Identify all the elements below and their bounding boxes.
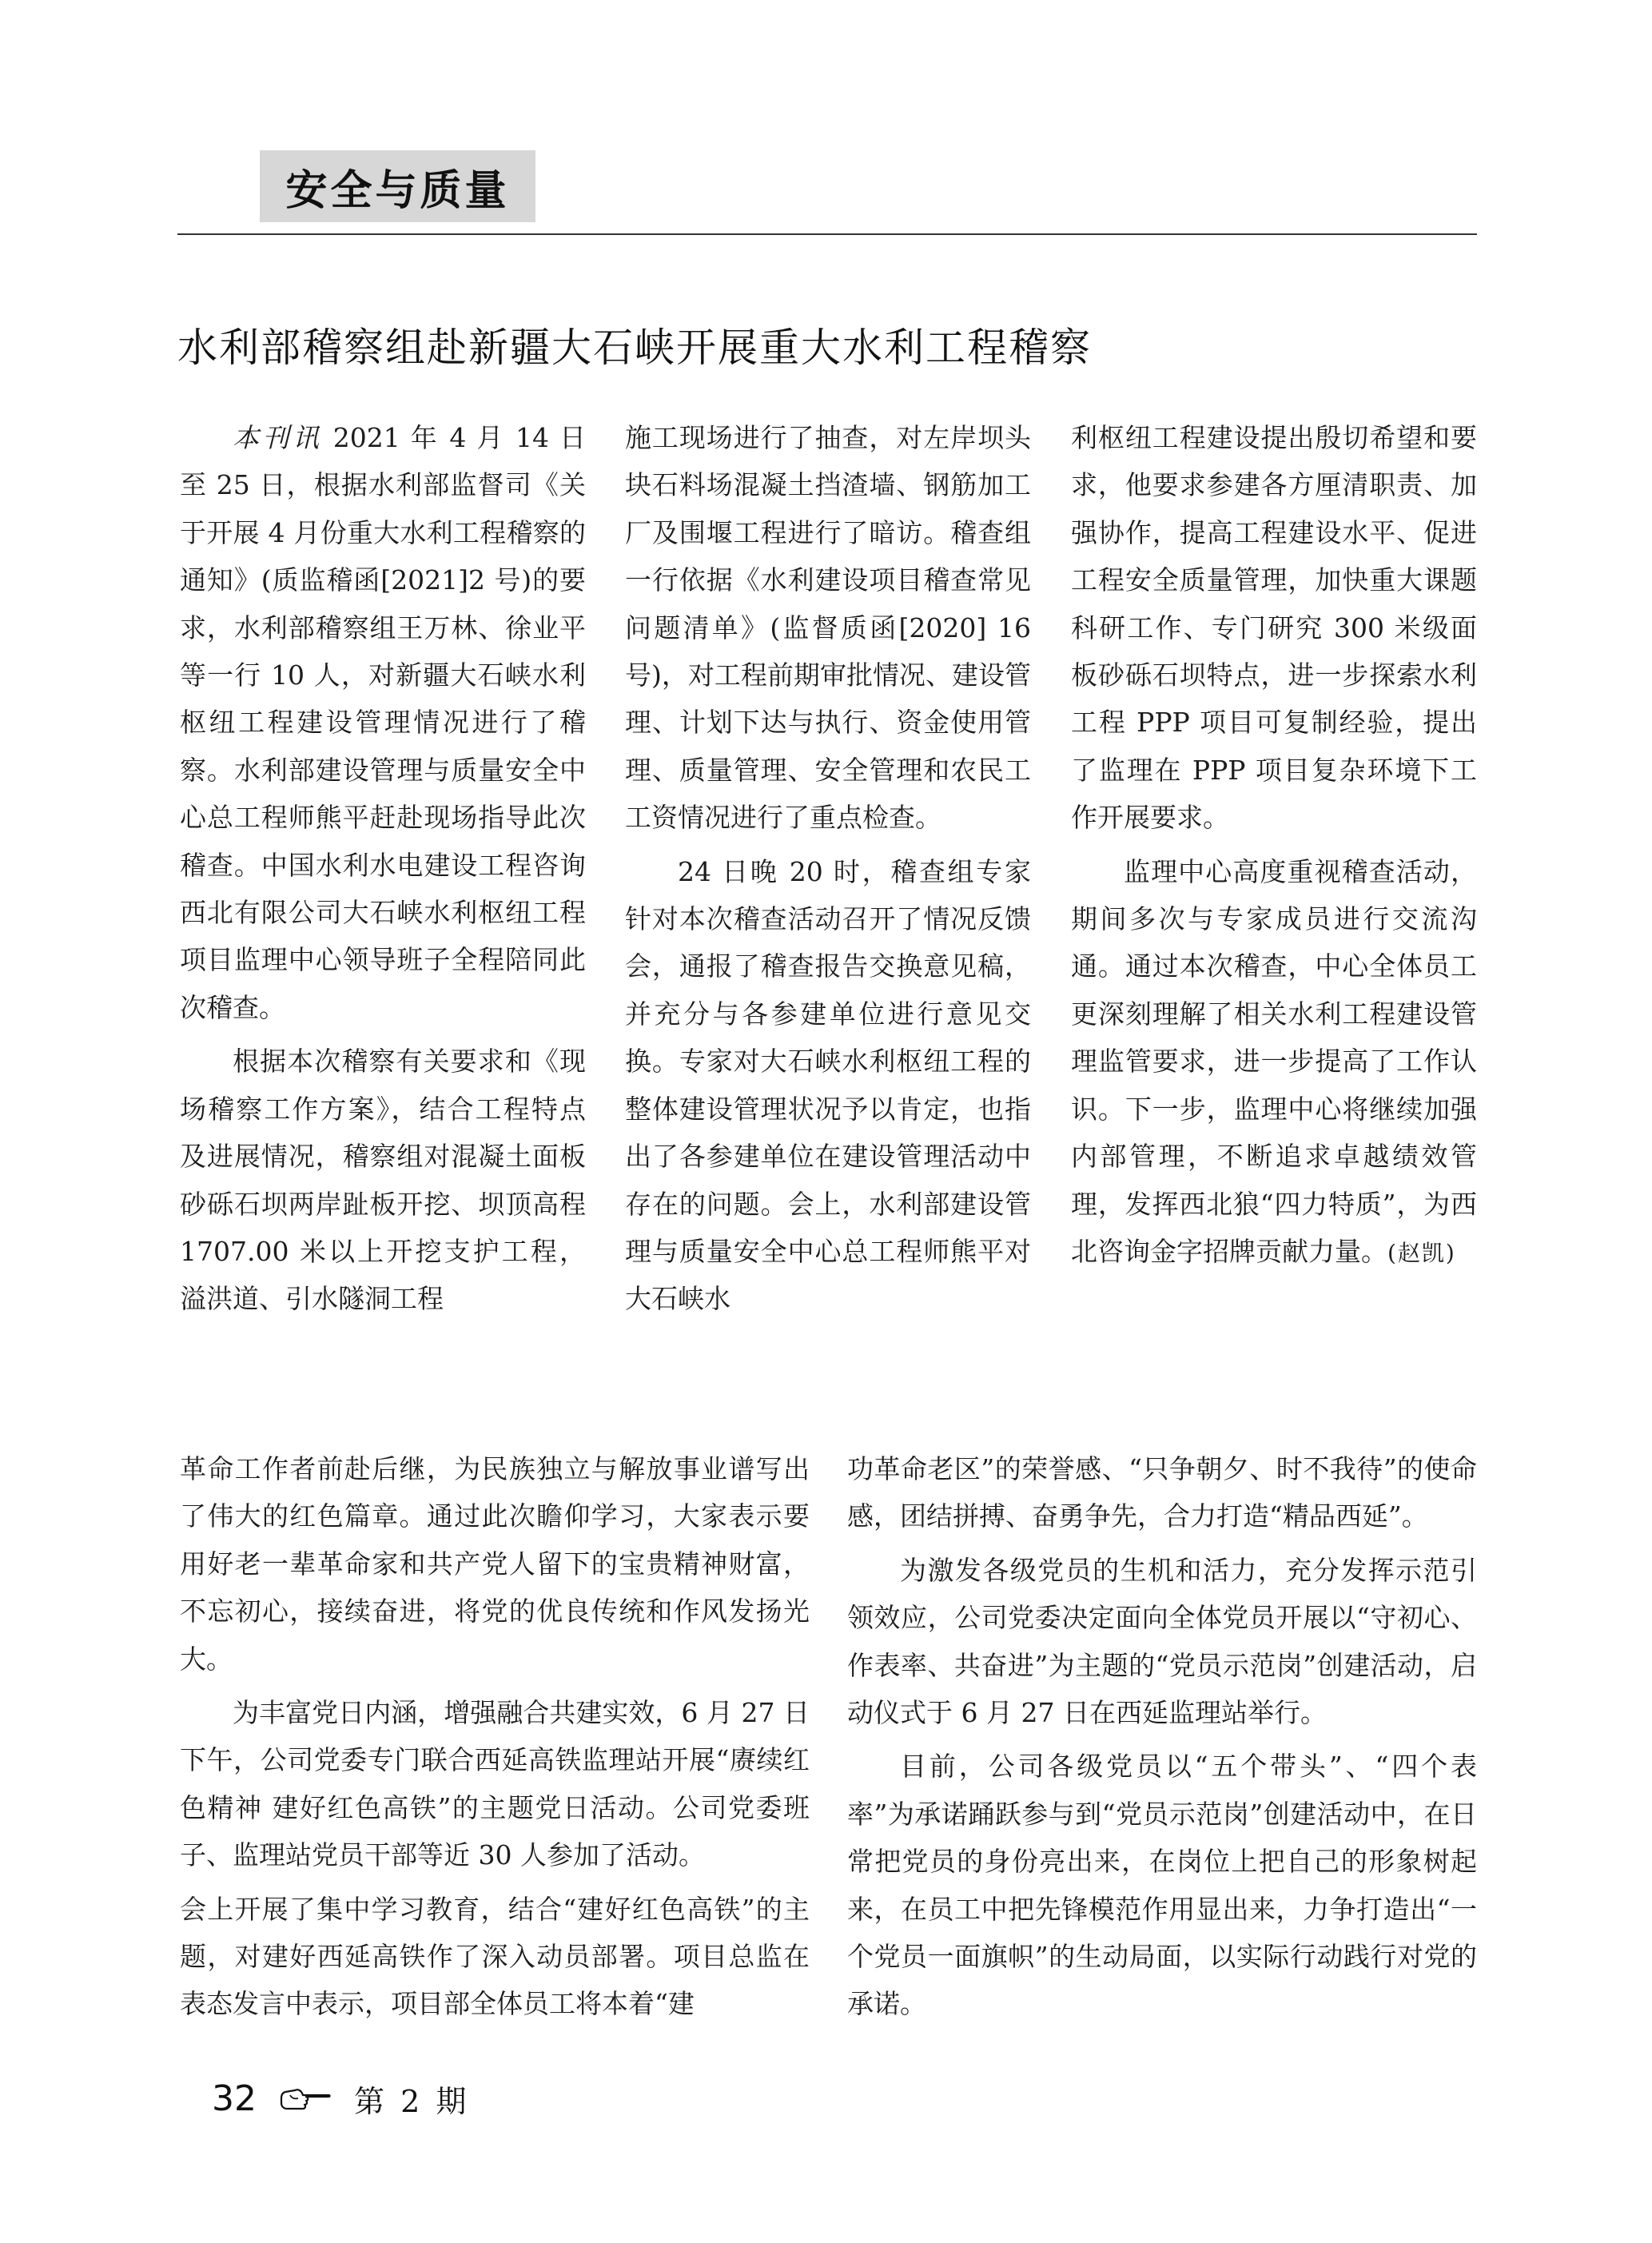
article-paragraph: 为激发各级党员的生机和活力，充分发挥示范引领效应，公司党委决定面向全体党员开展以“守初心、作表率、共奋进”为主题的“党员示范岗”创建活动，启动仪式于 6 月 27 日在西延监理站举行。 <box>847 1554 1477 1729</box>
article-paragraph <box>1071 848 1477 1277</box>
page-footer <box>212 2070 469 2126</box>
header-divider <box>177 233 1477 235</box>
byline: 本刊讯 <box>233 422 323 453</box>
continued-column-right <box>847 1445 1477 2077</box>
paragraph-text: 监理中心高度重视稽查活动，期间多次与专家成员进行交流沟通。通过本次稽查，中心全体员工更深刻理解了相关水利工程建设管理监管要求，进一步提高了工作认识。下一步，监理中心将继续加强内部管理，不断追求卓越绩效管理，发挥西北狼“四力特质”，为西北咨询金字招牌贡献力量。 <box>1071 855 1477 1267</box>
article-paragraph: 利枢纽工程建设提出殷切希望和要求，他要求参建各方厘清职责、加强协作，提高工程建设水平、促进工程安全质量管理，加快重大课题科研工作、专门研究 300 米级面板砂砾石坝特点，进一步探索水利工程 PPP 项目可复制经验，提出了监理在 PPP 项目复杂环境下工作开展要求。 <box>1071 422 1477 834</box>
paragraph-text: 2021 年 4 月 14 日至 25 日，根据水利部监督司《关于开展 4 月份重大水利工程稽察的通知》(质监稽函[2021]2 号)的要求，水利部稽察组王万林、徐业平等一行 10 人，对新疆大石峡水利枢纽工程建设管理情况进行了稽察。水利部建设管理与质量安全中心总工程师熊平赶赴现场指导此次稽查。中国水利水电建设工程咨询西北有限公司大石峡水利枢纽工程项目监理中心领导班子全程陪同此次稽查。 <box>180 422 586 1023</box>
article-paragraph: 24 日晚 20 时，稽查组专家针对本次稽查活动召开了情况反馈会，通报了稽查报告交换意见稿，并充分与各参建单位进行意见交换。专家对大石峡水利枢纽工程的整体建设管理状况予以肯定，也指出了各参建单位在建设管理活动中存在的问题。会上，水利部建设管理与质量安全中心总工程师熊平对大石峡水 <box>625 855 1031 1315</box>
article-paragraph: 施工现场进行了抽查，对左岸坝头块石料场混凝土挡渣墙、钢筋加工厂及围堰工程进行了暗访。稽查组一行依据《水利建设项目稽查常见问题清单》(监督质函[2020] 16 号)，对工程前期审批情况、建设管理、计划下达与执行、资金使用管理、质量管理、安全管理和农民工工资情况进行了重点检查。 <box>625 422 1031 834</box>
article-paragraph: 目前，公司各级党员以“五个带头”、“四个表率”为承诺踊跃参与到“党员示范岗”创建活动中，在日常把党员的身份亮出来，在岗位上把自己的形象树起来，在员工中把先锋模范作用显出来，力争打造出“一个党员一面旗帜”的生动局面，以实际行动践行对党的承诺。 <box>847 1751 1477 2020</box>
article-paragraph: 革命工作者前赴后继，为民族独立与解放事业谱写出了伟大的红色篇章。通过此次瞻仰学习，大家表示要用好老一辈革命家和共产党人留下的宝贵精神财富，不忘初心，接续奋进，将党的优良传统和作风发扬光大。 <box>180 1453 810 1675</box>
article-title: 水利部稽察组赴新疆大石峡开展重大水利工程稽察 <box>177 325 1092 371</box>
page-number: 32 <box>212 2078 257 2119</box>
article-paragraph <box>180 414 586 1031</box>
article-column-1 <box>180 414 586 1397</box>
pointing-hand-icon <box>279 2084 332 2113</box>
article-column-3 <box>1071 414 1477 1397</box>
section-tag: 安全与质量 <box>260 150 535 222</box>
continued-column-left <box>180 1445 810 2077</box>
author-credit: (赵凯) <box>1387 1239 1456 1266</box>
article-paragraph: 为丰富党日内涵，增强融合共建实效，6 月 27 日下午，公司党委专门联合西延高铁监理站开展“赓续红色精神 建好红色高铁”的主题党日活动。公司党委班子、监理站党员干部等近 30 人参加了活动。 <box>180 1697 810 1871</box>
issue-label: 第 2 期 <box>354 2083 470 2119</box>
article-paragraph: 根据本次稽察有关要求和《现场稽察工作方案》，结合工程特点及进展情况，稽察组对混凝土面板砂砾石坝两岸趾板开挖、坝顶高程 1707.00 米以上开挖支护工程，溢洪道、引水隧洞工程 <box>180 1046 586 1315</box>
article-column-2 <box>625 414 1031 1397</box>
article-paragraph: 会上开展了集中学习教育，结合“建好红色高铁”的主题，对建好西延高铁作了深入动员部署。项目总监在表态发言中表示，项目部全体员工将本着“建 <box>180 1893 810 2020</box>
article-paragraph: 功革命老区”的荣誉感、“只争朝夕、时不我待”的使命感，团结拼搏、奋勇争先，合力打造“精品西延”。 <box>847 1453 1477 1532</box>
